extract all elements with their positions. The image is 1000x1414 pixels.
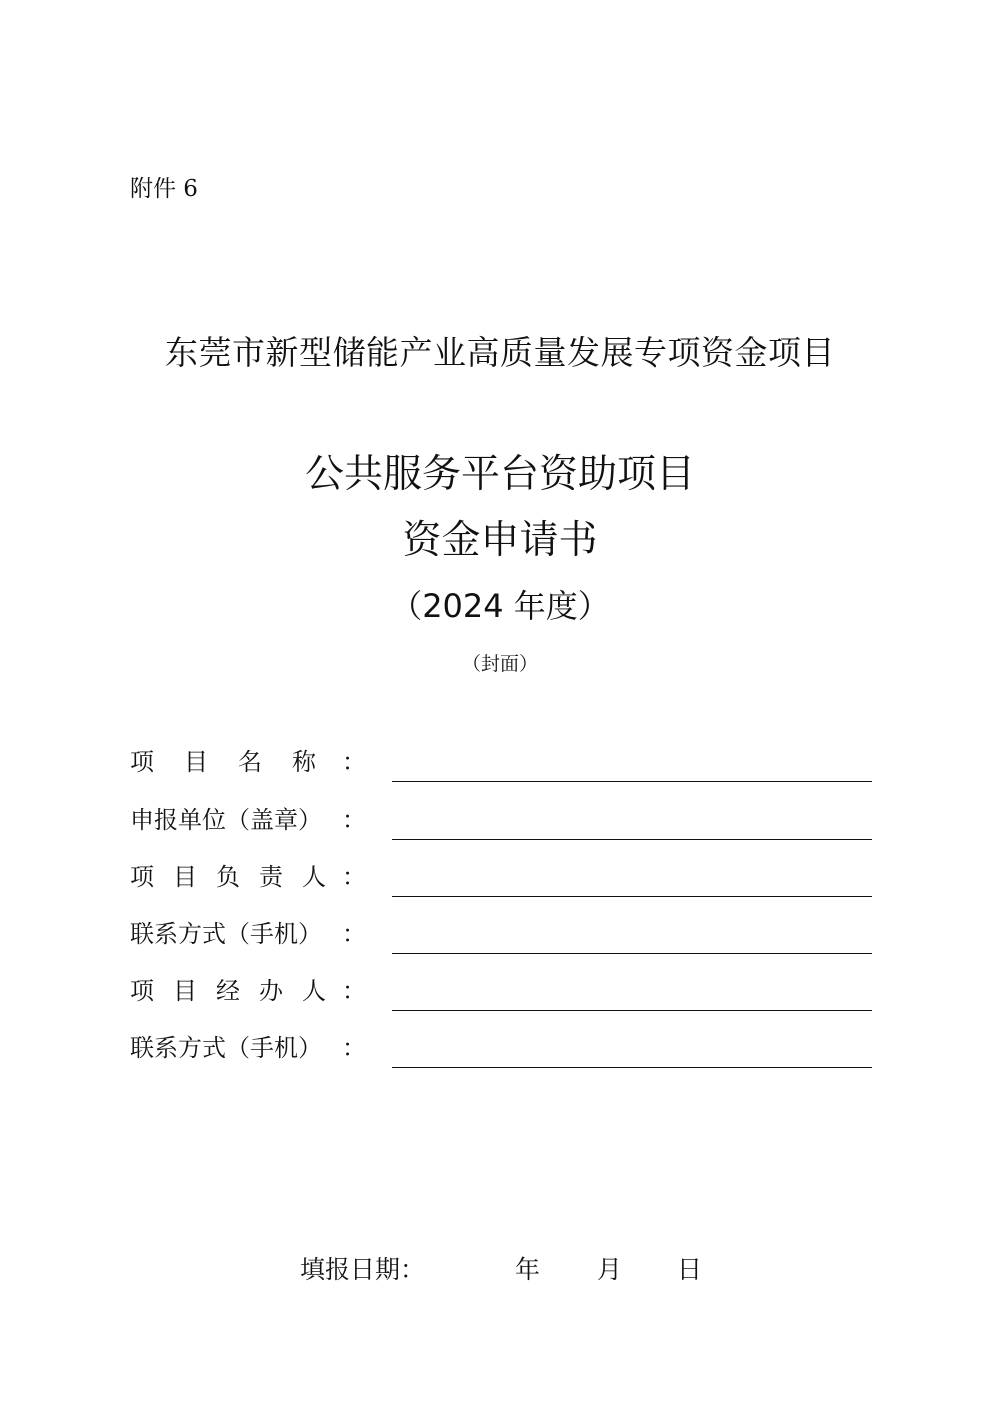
field-label-project-leader: 项目负责人 [130,863,345,891]
field-line-handler-phone[interactable] [392,1037,872,1068]
field-colon: ： [342,1034,366,1062]
cover-note: （封面） [461,653,538,675]
subtitle-line-2: 资金申请书 [402,518,598,563]
form-row-handler-phone [130,1028,872,1068]
field-line-project-leader[interactable] [392,866,872,897]
field-label-handler-phone: 联系方式（手机） [130,1034,322,1062]
date-day-unit: 日 [677,1255,703,1284]
field-label-project-name: 项目名称 [130,748,346,776]
field-label-leader-phone: 联系方式（手机） [130,920,322,948]
field-colon: ： [342,920,366,948]
attachment-label: 附件 6 [130,176,198,202]
form-row-leader-phone [130,914,872,954]
date-year-unit: 年 [515,1255,541,1284]
subtitle-line-1: 公共服务平台资助项目 [304,452,695,497]
form-row-applicant-unit [130,800,872,840]
field-colon: ： [342,977,366,1005]
field-colon: ： [342,748,366,776]
field-label-project-handler: 项目经办人 [130,977,345,1005]
field-line-leader-phone[interactable] [392,923,872,954]
date-month-unit: 月 [597,1255,623,1284]
project-title: 东莞市新型储能产业高质量发展专项资金项目 [165,333,835,372]
form-row-project-leader [130,857,872,897]
form-row-project-handler [130,971,872,1011]
form-row-project-name [130,742,872,782]
field-colon: ： [342,863,366,891]
field-label-applicant-unit: 申报单位（盖章） [130,806,322,834]
year-line: （2024 年度） [390,587,610,625]
field-line-applicant-unit[interactable] [392,809,872,840]
field-colon: ： [342,806,366,834]
field-line-project-name[interactable] [392,751,872,782]
field-line-project-handler[interactable] [392,980,872,1011]
date-label: 填报日期： [300,1255,426,1284]
